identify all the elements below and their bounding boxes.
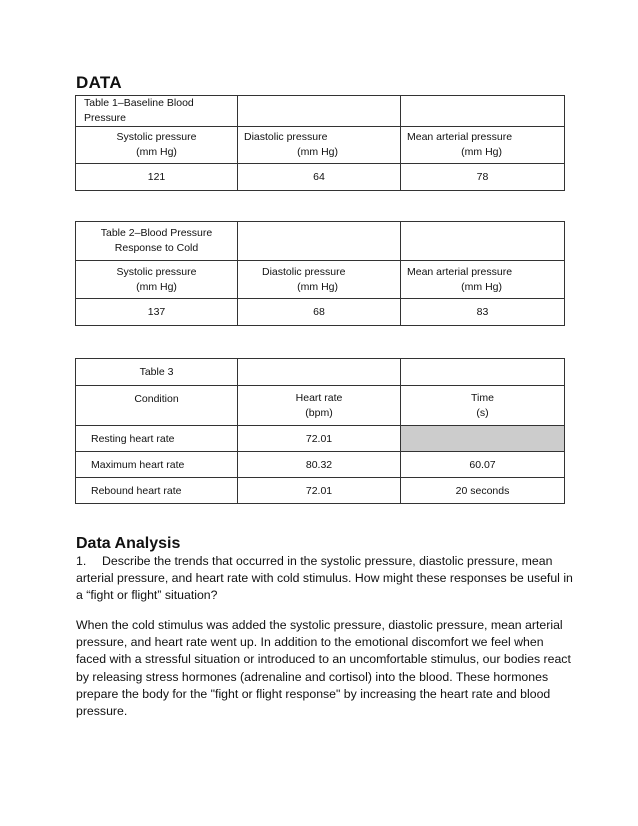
table-row [76,426,565,452]
question-text: Describe the trends that occurred in the systolic pressure, diastolic pressure, mean arterial pressure, and heart rate with cold stimulus. How might these responses be useful in a “fight or flight” situation? [76,554,573,603]
row-time-empty [401,426,565,452]
table1-header-mean-arterial: Mean arterial pressure (mm Hg) [401,127,565,164]
row-condition: Resting heart rate [76,426,238,452]
section-title: DATA [76,73,122,92]
table1-empty-cell [401,96,565,127]
table1-header-systolic: Systolic pressure (mm Hg) [76,127,238,164]
table3-header-time: Time (s) [401,386,565,426]
table2-header-systolic: Systolic pressure (mm Hg) [76,261,238,299]
question-1 [76,553,576,605]
cold-response-blood-pressure-table [75,221,565,326]
baseline-blood-pressure-table [75,95,565,191]
question-number: 1. [76,554,87,568]
table3-empty-cell [238,359,401,386]
table2-caption: Table 2–Blood Pressure Response to Cold [76,222,238,261]
table1-value-mean-arterial: 78 [401,164,565,191]
row-condition: Maximum heart rate [76,452,238,478]
table3-header-condition: Condition [76,386,238,426]
table-row [76,452,565,478]
table3-empty-cell [401,359,565,386]
row-heart-rate: 72.01 [238,426,401,452]
table2-empty-cell [238,222,401,261]
table1-empty-cell [238,96,401,127]
table-row [76,478,565,504]
analysis-title: Data Analysis [76,535,181,552]
table2-header-mean-arterial: Mean arterial pressure (mm Hg) [401,261,565,299]
table2-value-diastolic: 68 [238,299,401,326]
table2-header-diastolic: Diastolic pressure (mm Hg) [238,261,401,299]
table2-empty-cell [401,222,565,261]
answer-1: When the cold stimulus was added the systolic pressure, diastolic pressure, mean arterial pressure, and heart rate went up. In addition to the emotional discomfort we feel when faced with a stressful situation or introduced to an uncomfortable stimulus, our bodies react by releasing stress hormones (adrenaline and cortisol) into the blood. These hormones prepare the body for the "fight or flight response" by increasing the heart rate and blood pressure. [76,618,571,719]
row-time: 20 seconds [401,478,565,504]
table2-value-mean-arterial: 83 [401,299,565,326]
table2-value-systolic: 137 [76,299,238,326]
row-heart-rate: 80.32 [238,452,401,478]
table1-header-diastolic: Diastolic pressure (mm Hg) [238,127,401,164]
table3-caption: Table 3 [76,359,238,386]
row-condition: Rebound heart rate [76,478,238,504]
table1-value-diastolic: 64 [238,164,401,191]
table1-value-systolic: 121 [76,164,238,191]
heart-rate-table [75,358,565,504]
row-time: 60.07 [401,452,565,478]
table1-caption: Table 1–Baseline Blood Pressure [76,96,238,127]
row-heart-rate: 72.01 [238,478,401,504]
table3-header-heart-rate: Heart rate (bpm) [238,386,401,426]
